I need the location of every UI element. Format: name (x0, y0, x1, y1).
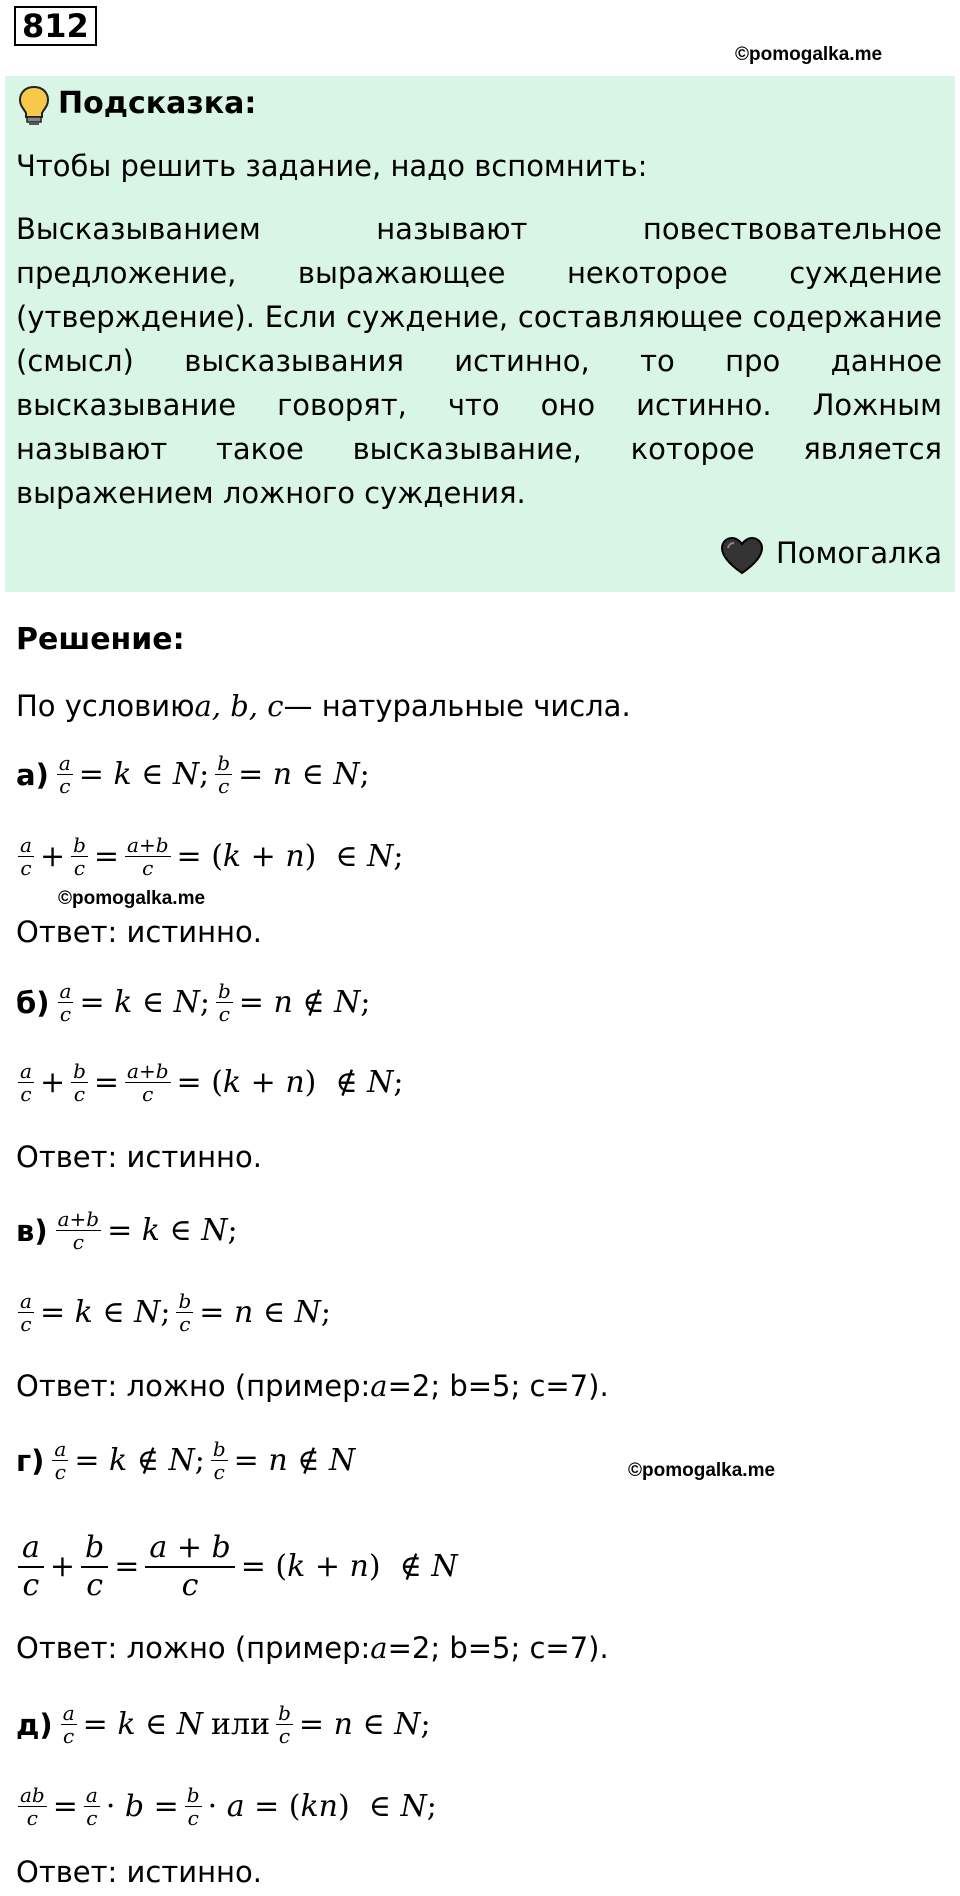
watermark-middle: ©pomogalka.me (58, 888, 206, 909)
hint-line: выражением ложного суждения. (16, 476, 526, 510)
task-number: 812 (14, 6, 97, 46)
answer-prefix: Ответ: ложно (пример: (16, 1369, 371, 1403)
watermark-bottom: ©pomogalka.me (628, 1460, 776, 1481)
condition-suffix: — натуральные числа. (283, 689, 631, 723)
label-g: г) (16, 1443, 45, 1478)
item-a-line1: а) $\frac{a}{c}$ = k ∈ N; $\frac{b}{c}$ = n ∈ N; (16, 751, 370, 798)
watermark-top: ©pomogalka.me (735, 44, 883, 65)
item-a-line2: $\frac{a}{c}$ + $\frac{b}{c}$ = $\frac{a+b}{c}$ = (k + n) ∈ N; (20, 833, 404, 880)
item-v-line2: $\frac{a}{c}$ = k ∈ N; $\frac{b}{c}$ = n ∈ N; (20, 1289, 331, 1336)
hint-line: высказывание говорят, что оно истинно. Ложным (16, 388, 942, 422)
hint-line: (утверждение). Если суждение, составляющее содержание (16, 300, 942, 334)
answer-b: Ответ: истинно. (16, 1140, 262, 1174)
answer-suffix: =2; b=5; c=7). (387, 1631, 609, 1665)
answer-var: a (370, 1631, 388, 1665)
item-b-line1: б) $\frac{a}{c}$ = k ∈ N; $\frac{b}{c}$ = n ∉ N; (16, 979, 371, 1026)
item-b-line2: $\frac{a}{c}$ + $\frac{b}{c}$ = $\frac{a+b}{c}$ = (k + n) ∉ N; (20, 1059, 404, 1106)
hint-title: Подсказка: (58, 86, 257, 121)
label-v: в) (16, 1213, 48, 1248)
answer-var: a (370, 1369, 388, 1403)
word-or: или (211, 1706, 271, 1742)
hint-intro: Чтобы решить задание, надо вспомнить: (16, 149, 648, 183)
lightbulb-icon (16, 84, 52, 126)
hint-line: предложение, выражающее некоторое суждение (16, 256, 942, 290)
label-b: б) (16, 985, 50, 1020)
hint-line: (смысл) высказывания истинно, то про данное (16, 344, 942, 378)
answer-suffix: =2; b=5; c=7). (387, 1369, 609, 1403)
label-d: д) (16, 1707, 53, 1742)
label-a: а) (16, 757, 49, 792)
hint-line: Высказыванием называют повествовательное (16, 212, 942, 246)
hint-body (16, 207, 942, 515)
answer-prefix: Ответ: ложно (пример: (16, 1631, 371, 1665)
brand-name: Помогалка (776, 536, 942, 570)
condition-prefix: По условию (16, 689, 195, 723)
item-d-line2: $\frac{ab}{c}$ = $\frac{a}{c}$ · b = $\frac{b}{c}$ · a = (kn) ∈ N; (20, 1783, 437, 1830)
answer-d: Ответ: истинно. (16, 1855, 262, 1889)
solution-title: Решение: (16, 622, 185, 657)
item-g-line2: $\frac{a}{c}$ + $\frac{b}{c}$ = $\frac{a + b}{c}$ = (k + n) ∉ N (16, 1530, 462, 1604)
item-g-line1: г) $\frac{a}{c}$ = k ∉ N; $\frac{b}{c}$ = n ∉ N (16, 1437, 356, 1484)
item-d-line1: д) $\frac{a}{c}$ = k ∈ N или $\frac{b}{c}$ = n ∈ N; (16, 1701, 431, 1748)
hint-line: называют такое высказывание, которое является (16, 432, 942, 466)
answer-v (16, 1366, 609, 1406)
heart-icon (720, 536, 764, 576)
answer-a: Ответ: истинно. (16, 915, 262, 949)
item-v-line1: в) $\frac{a+b}{c}$ = k ∈ N; (16, 1207, 238, 1254)
answer-g (16, 1628, 609, 1668)
condition-line (16, 686, 631, 726)
condition-vars: a, b, c (194, 689, 284, 723)
